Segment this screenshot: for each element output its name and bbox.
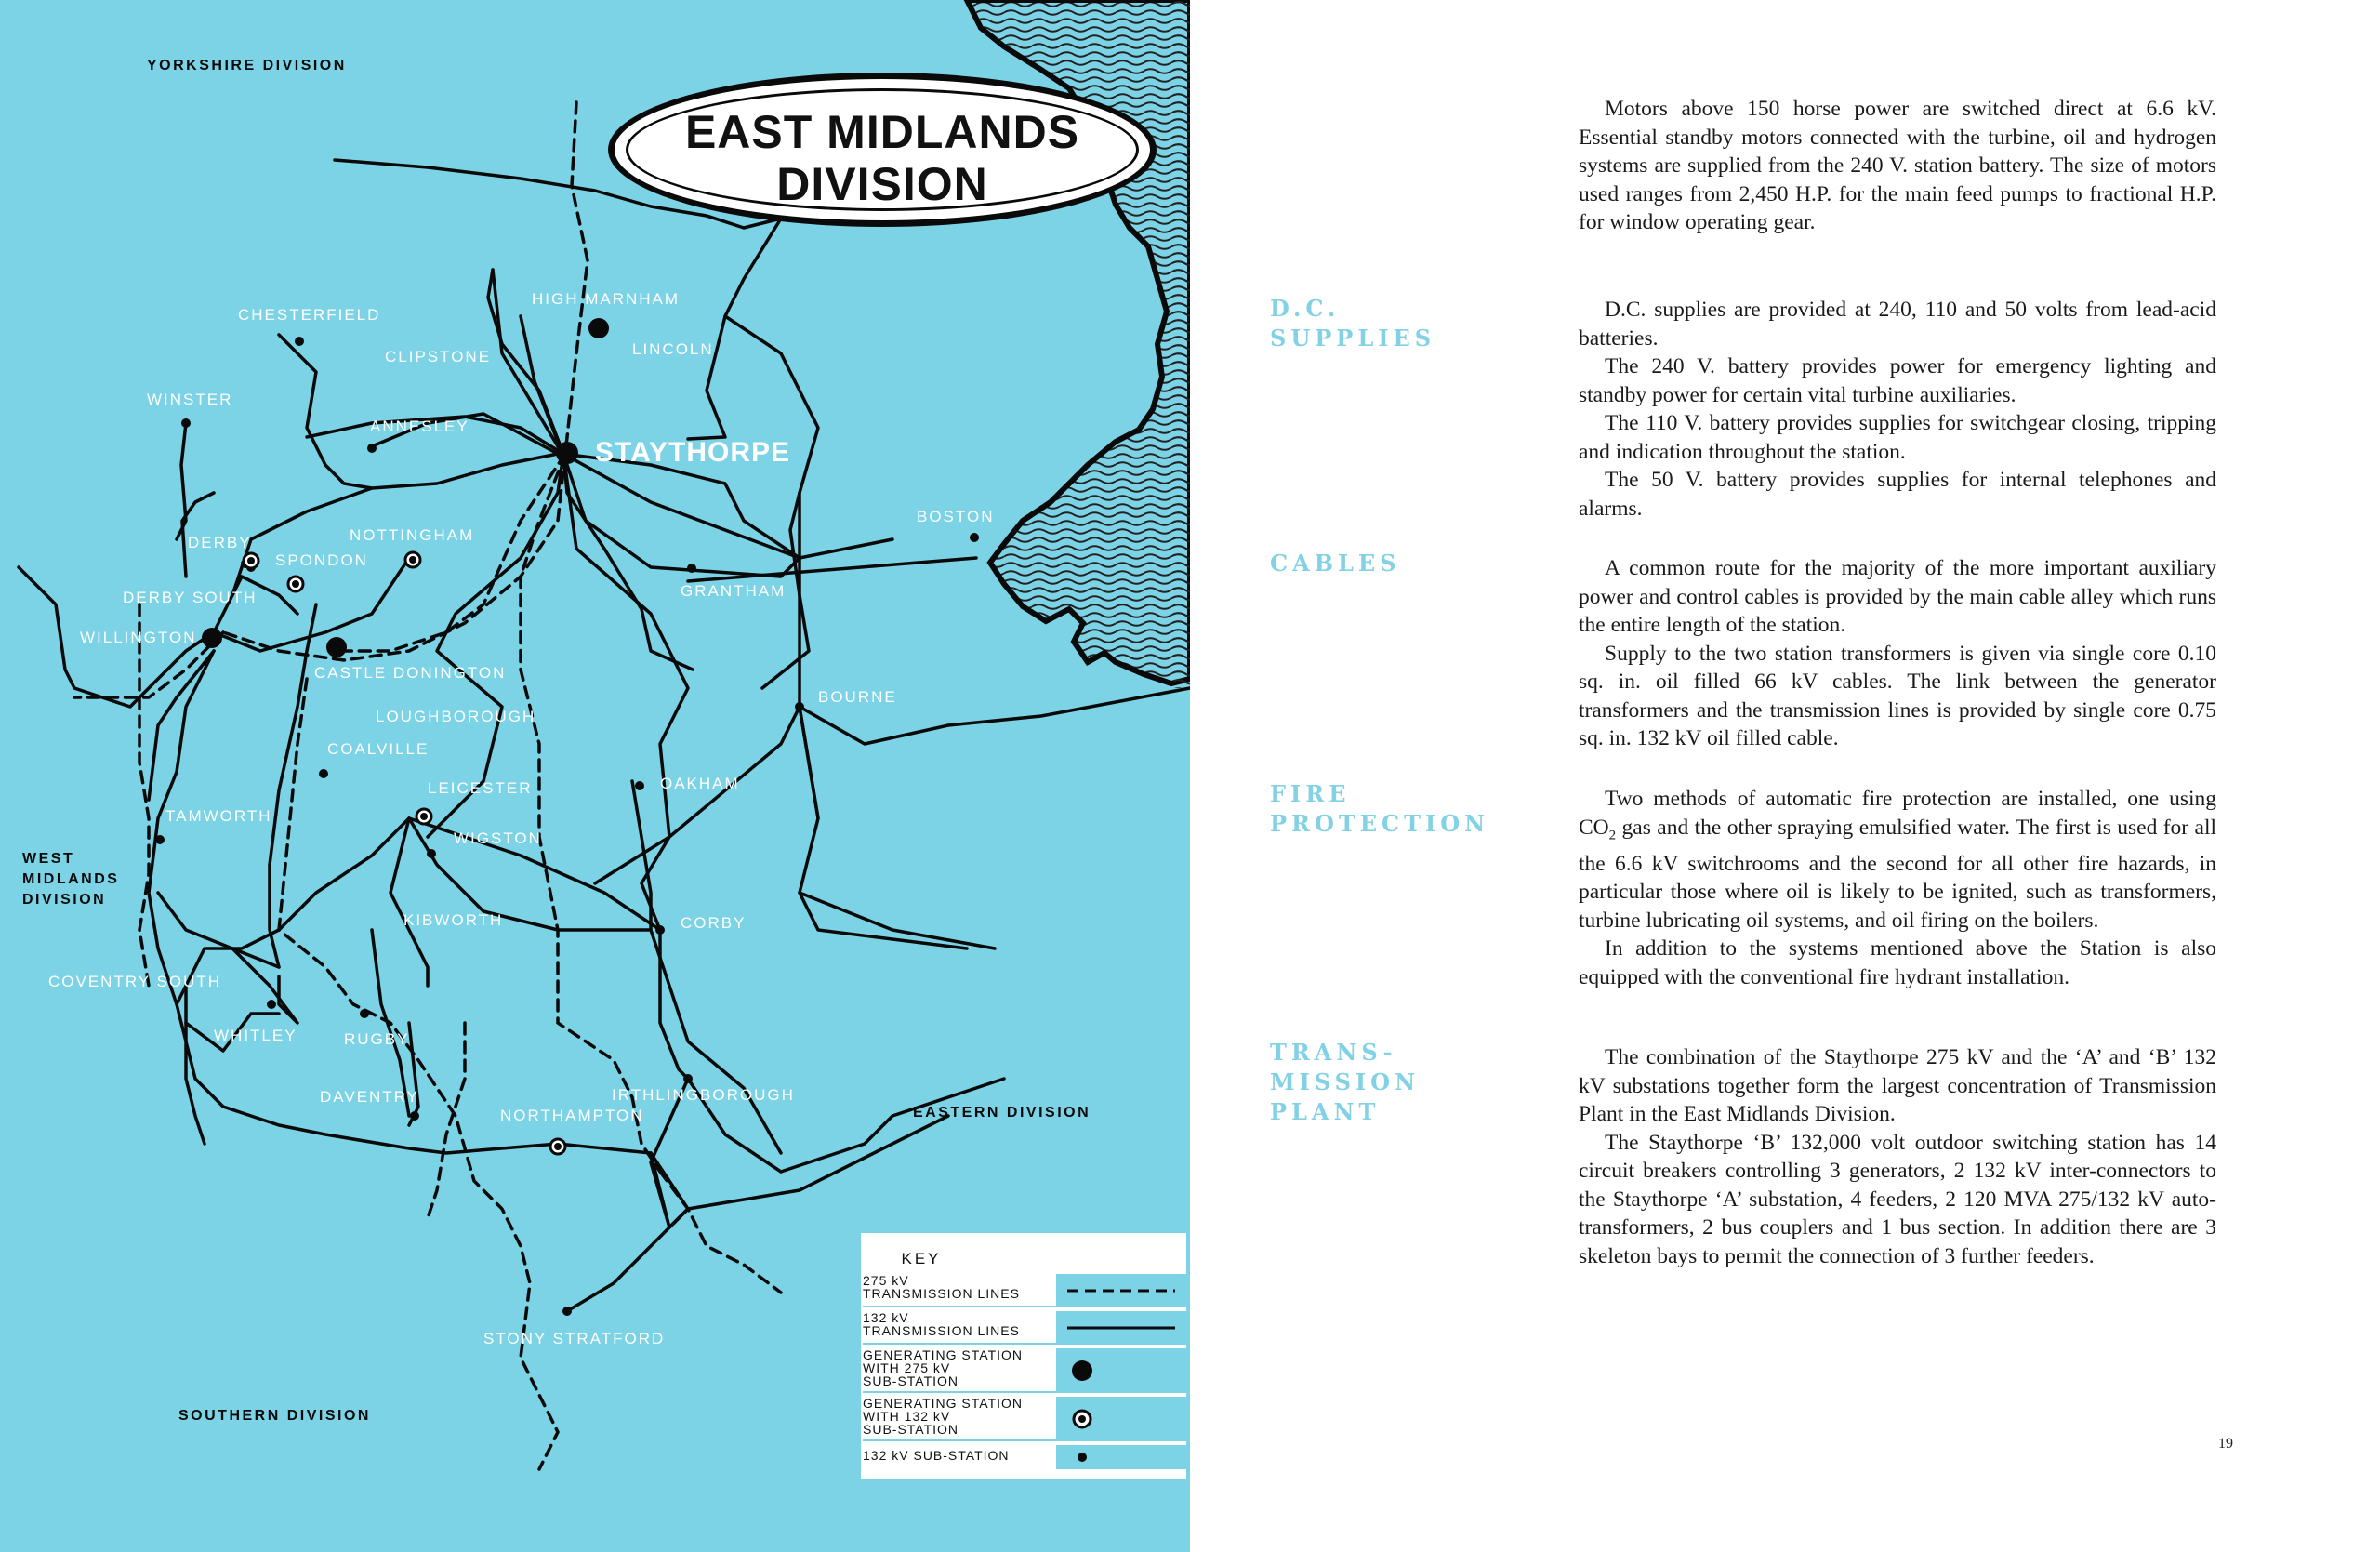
substation-132kv-marker xyxy=(683,1074,693,1083)
substation-132kv-marker xyxy=(295,337,304,346)
section-transmission-plant xyxy=(1579,1043,2216,1270)
line-132kv xyxy=(270,604,316,967)
heading-line: SUPPLIES xyxy=(1270,325,1436,352)
key-text: WITH 275 kV xyxy=(863,1360,951,1375)
key-text: 275 kV xyxy=(863,1273,909,1288)
generating-275kv-marker xyxy=(202,628,222,648)
key-swatch-275kv xyxy=(1056,1274,1186,1307)
place-label-boston: BOSTON xyxy=(917,508,995,525)
section-dc-supplies xyxy=(1579,296,2216,523)
paragraph: In addition to the systems mentioned above the Station is also equipped with the conventional fire hydrant installation. xyxy=(1579,936,2216,989)
substation-132kv-marker xyxy=(360,1009,369,1018)
sea-fill-strip xyxy=(1173,0,1190,688)
map-title-line-2: DIVISION xyxy=(776,158,988,210)
place-label-grantham: GRANTHAM xyxy=(681,582,787,600)
key-text: SUB-STATION xyxy=(863,1373,959,1388)
key-text: 132 kV xyxy=(863,1310,909,1325)
key-text: 132 kV SUB-STATION xyxy=(863,1448,1010,1463)
place-label-bourne: BOURNE xyxy=(818,688,897,706)
heading-cables xyxy=(1270,549,1401,578)
division-label-eastern: EASTERN DIVISION xyxy=(913,1105,1091,1121)
subscript: 2 xyxy=(1608,828,1617,843)
key-text: WITH 132 kV xyxy=(863,1409,951,1424)
line-132kv xyxy=(279,335,372,488)
substation-132kv-marker xyxy=(367,444,377,453)
line-132kv xyxy=(232,454,558,595)
division-label-west-midlands-1: WEST xyxy=(22,851,75,867)
division-label-west-midlands-3: DIVISION xyxy=(22,892,107,908)
line-132kv xyxy=(158,893,279,967)
line-132kv xyxy=(800,707,818,818)
line-132kv xyxy=(563,454,892,558)
division-label-yorkshire: YORKSHIRE DIVISION xyxy=(147,58,347,73)
place-label-annesley: ANNESLEY xyxy=(370,418,469,435)
heading-dc-supplies xyxy=(1270,294,1435,353)
paragraph: The 110 V. battery provides supplies for switchgear closing, tripping and indication throughout the station. xyxy=(1579,411,2216,464)
line-275kv xyxy=(139,604,149,986)
division-label-southern: SOUTHERN DIVISION xyxy=(178,1408,371,1424)
place-label-winster: WINSTER xyxy=(147,391,233,408)
substation-132kv-marker xyxy=(970,533,979,542)
key-row-substation xyxy=(863,1449,1058,1469)
place-label-staythorpe: STAYTHORPE xyxy=(595,437,791,468)
place-label-whitley: WHITLEY xyxy=(214,1027,298,1044)
line-132kv xyxy=(567,1153,688,1311)
key-text: TRANSMISSION LINES xyxy=(863,1323,1020,1338)
place-label-castle-donington: CASTLE DONINGTON xyxy=(314,664,507,682)
line-132kv xyxy=(641,707,800,1079)
place-label-chesterfield: CHESTERFIELD xyxy=(238,306,381,324)
paragraph: Supply to the two station transformers is given via single core 0.10 sq. in. oil filled 66 kV cables. The link between the generator transformers and the transmission lines is provided by single core 0.75 sq. in. 132 kV oil filled cable. xyxy=(1579,641,2216,750)
place-label-leicester: LEICESTER xyxy=(428,779,533,797)
key-text: GENERATING STATION xyxy=(863,1396,1024,1411)
place-label-derby: DERBY xyxy=(188,534,252,551)
heading-line: PLANT xyxy=(1270,1098,1381,1125)
heading-line: CABLES xyxy=(1270,550,1401,577)
map-key xyxy=(861,1233,1186,1479)
division-label-west-midlands-2: MIDLANDS xyxy=(22,871,120,887)
substation-132kv-marker xyxy=(410,1111,419,1121)
substation-132kv-marker xyxy=(181,418,191,428)
line-132kv xyxy=(409,1023,418,1125)
place-label-wigston: WIGSTON xyxy=(454,829,542,847)
place-label-spondon: SPONDON xyxy=(275,551,368,569)
place-label-corby: CORBY xyxy=(681,914,747,932)
key-swatch-132kv xyxy=(1056,1311,1186,1345)
substation-132kv-marker xyxy=(635,781,644,790)
substation-132kv-marker xyxy=(267,1000,276,1009)
key-title: KEY xyxy=(901,1250,942,1267)
paragraph: Motors above 150 horse power are switched direct at 6.6 kV. Essential standby motors connected with the turbine, oil and hydrogen systems are supplied from the 240 V. station battery. The size of motors used ranges from 2,450 H.P. for the main feed pumps to fractional H.P. for window operating gear. xyxy=(1579,97,2216,234)
line-132kv xyxy=(800,493,995,948)
place-label-coventry-south: COVENTRY SOUTH xyxy=(48,973,222,990)
section-fire-protection xyxy=(1579,785,2216,991)
section-cables xyxy=(1579,554,2216,753)
paragraph: A common route for the majority of the more important auxiliary power and control cables is provided by the main cable alley which runs the entire length of the station. xyxy=(1579,556,2216,637)
substation-132kv-marker xyxy=(427,849,436,858)
place-label-willington: WILLINGTON xyxy=(80,629,197,646)
key-swatch-generating-132kv xyxy=(1056,1397,1186,1441)
heading-line: FIRE xyxy=(1270,780,1351,807)
substation-132kv-marker xyxy=(687,564,696,573)
line-132kv xyxy=(725,316,818,688)
substation-132kv-marker xyxy=(319,769,328,778)
heading-line: MISSION xyxy=(1270,1068,1420,1095)
heading-line: TRANS- xyxy=(1270,1039,1397,1066)
place-label-coalville: COALVILLE xyxy=(327,740,430,758)
text-span: gas and the other spraying emulsified water. The first is used for all the 6.6 kV switchrooms and the second for all other fire hazards, in particular those where oil is likely to be ignited, such as transformers, turbine lubricating oil systems, and oil firing on the boilers. xyxy=(1579,815,2216,933)
paragraph: The Staythorpe ‘B’ 132,000 volt outdoor switching station has 14 circuit breakers controlling 3 generators, 2 132 kV inter-connectors to the Staythorpe ‘A’ substation, 4 feeders, 2 120 MVA 275/132 kV auto-transformers, 2 bus couplers and 1 bus section. In addition there are 3 skeleton bays to permit the connection of 3 further feeders. xyxy=(1579,1130,2216,1268)
map-title-oval xyxy=(608,73,1157,227)
place-label-lincoln: LINCOLN xyxy=(632,340,714,358)
substation-132kv-marker xyxy=(795,702,804,711)
line-132kv xyxy=(390,818,428,986)
place-label-stony-stratford: STONY STRATFORD xyxy=(483,1330,666,1347)
line-275kv xyxy=(565,102,588,454)
key-text: SUB-STATION xyxy=(863,1422,959,1437)
heading-transmission-plant xyxy=(1270,1038,1420,1127)
paragraph: The 50 V. battery provides supplies for internal telephones and alarms. xyxy=(1579,468,2216,521)
paragraph xyxy=(1579,785,2216,935)
line-132kv xyxy=(232,948,298,1023)
generating-275kv-marker xyxy=(588,318,609,338)
key-row-generating-275kv xyxy=(863,1348,1058,1393)
substation-132kv-marker xyxy=(562,1307,572,1316)
line-132kv xyxy=(651,1116,948,1227)
key-swatch-generating-275kv xyxy=(1056,1348,1186,1393)
heading-fire-protection xyxy=(1270,779,1489,839)
place-label-northampton: NORTHAMPTON xyxy=(500,1107,644,1124)
line-132kv xyxy=(688,558,976,581)
place-label-daventry: DAVENTRY xyxy=(320,1088,420,1106)
key-text: GENERATING STATION xyxy=(863,1347,1024,1362)
substation-132kv-marker xyxy=(655,925,665,935)
paragraph: D.C. supplies are provided at 240, 110 and 50 volts from lead-acid batteries. xyxy=(1579,298,2216,351)
paragraph: The 240 V. battery provides power for emergency lighting and standby power for certain vital turbine auxiliaries. xyxy=(1579,354,2216,407)
substation-132kv-marker xyxy=(155,835,165,844)
section-motors xyxy=(1579,95,2216,237)
place-label-high-marnham: HIGH MARNHAM xyxy=(532,290,681,308)
place-label-irthlingborough: IRTHLINGBOROUGH xyxy=(612,1086,795,1104)
line-132kv xyxy=(781,1079,1004,1172)
generating-275kv-marker xyxy=(326,637,347,657)
paragraph: The combination of the Staythorpe 275 kV and the ‘A’ and ‘B’ 132 kV substations together form the largest concentration of Transmission Plant in the East Midlands Division. xyxy=(1579,1045,2216,1126)
heading-line: PROTECTION xyxy=(1270,810,1490,837)
line-275kv xyxy=(660,1172,781,1293)
place-label-rugby: RUGBY xyxy=(344,1030,410,1048)
place-label-derby-south: DERBY SOUTH xyxy=(123,589,258,606)
place-label-oakham: OAKHAM xyxy=(660,775,740,792)
text-span: Two methods of automatic fire protection are installed, one using CO xyxy=(1579,787,2216,840)
line-275kv xyxy=(428,1023,465,1218)
map-title-line-1: EAST MIDLANDS xyxy=(684,106,1080,158)
key-row-132kv-lines xyxy=(863,1311,1058,1345)
line-132kv xyxy=(688,219,781,439)
key-row-275kv-lines xyxy=(863,1274,1058,1307)
key-text: TRANSMISSION LINES xyxy=(863,1286,1020,1301)
line-132kv xyxy=(563,454,693,670)
place-label-tamworth: TAMWORTH xyxy=(165,807,272,825)
key-row-generating-132kv xyxy=(863,1397,1058,1441)
page-number: 19 xyxy=(2218,1436,2233,1452)
place-label-clipstone: CLIPSTONE xyxy=(385,348,492,365)
place-label-loughborough: LOUGHBOROUGH xyxy=(376,708,536,725)
key-swatch-substation xyxy=(1056,1445,1186,1469)
place-label-kibworth: KIBWORTH xyxy=(403,911,504,929)
heading-line: D.C. xyxy=(1270,295,1341,322)
generating-275kv-marker xyxy=(556,442,578,464)
place-label-nottingham: NOTTINGHAM xyxy=(350,526,475,544)
